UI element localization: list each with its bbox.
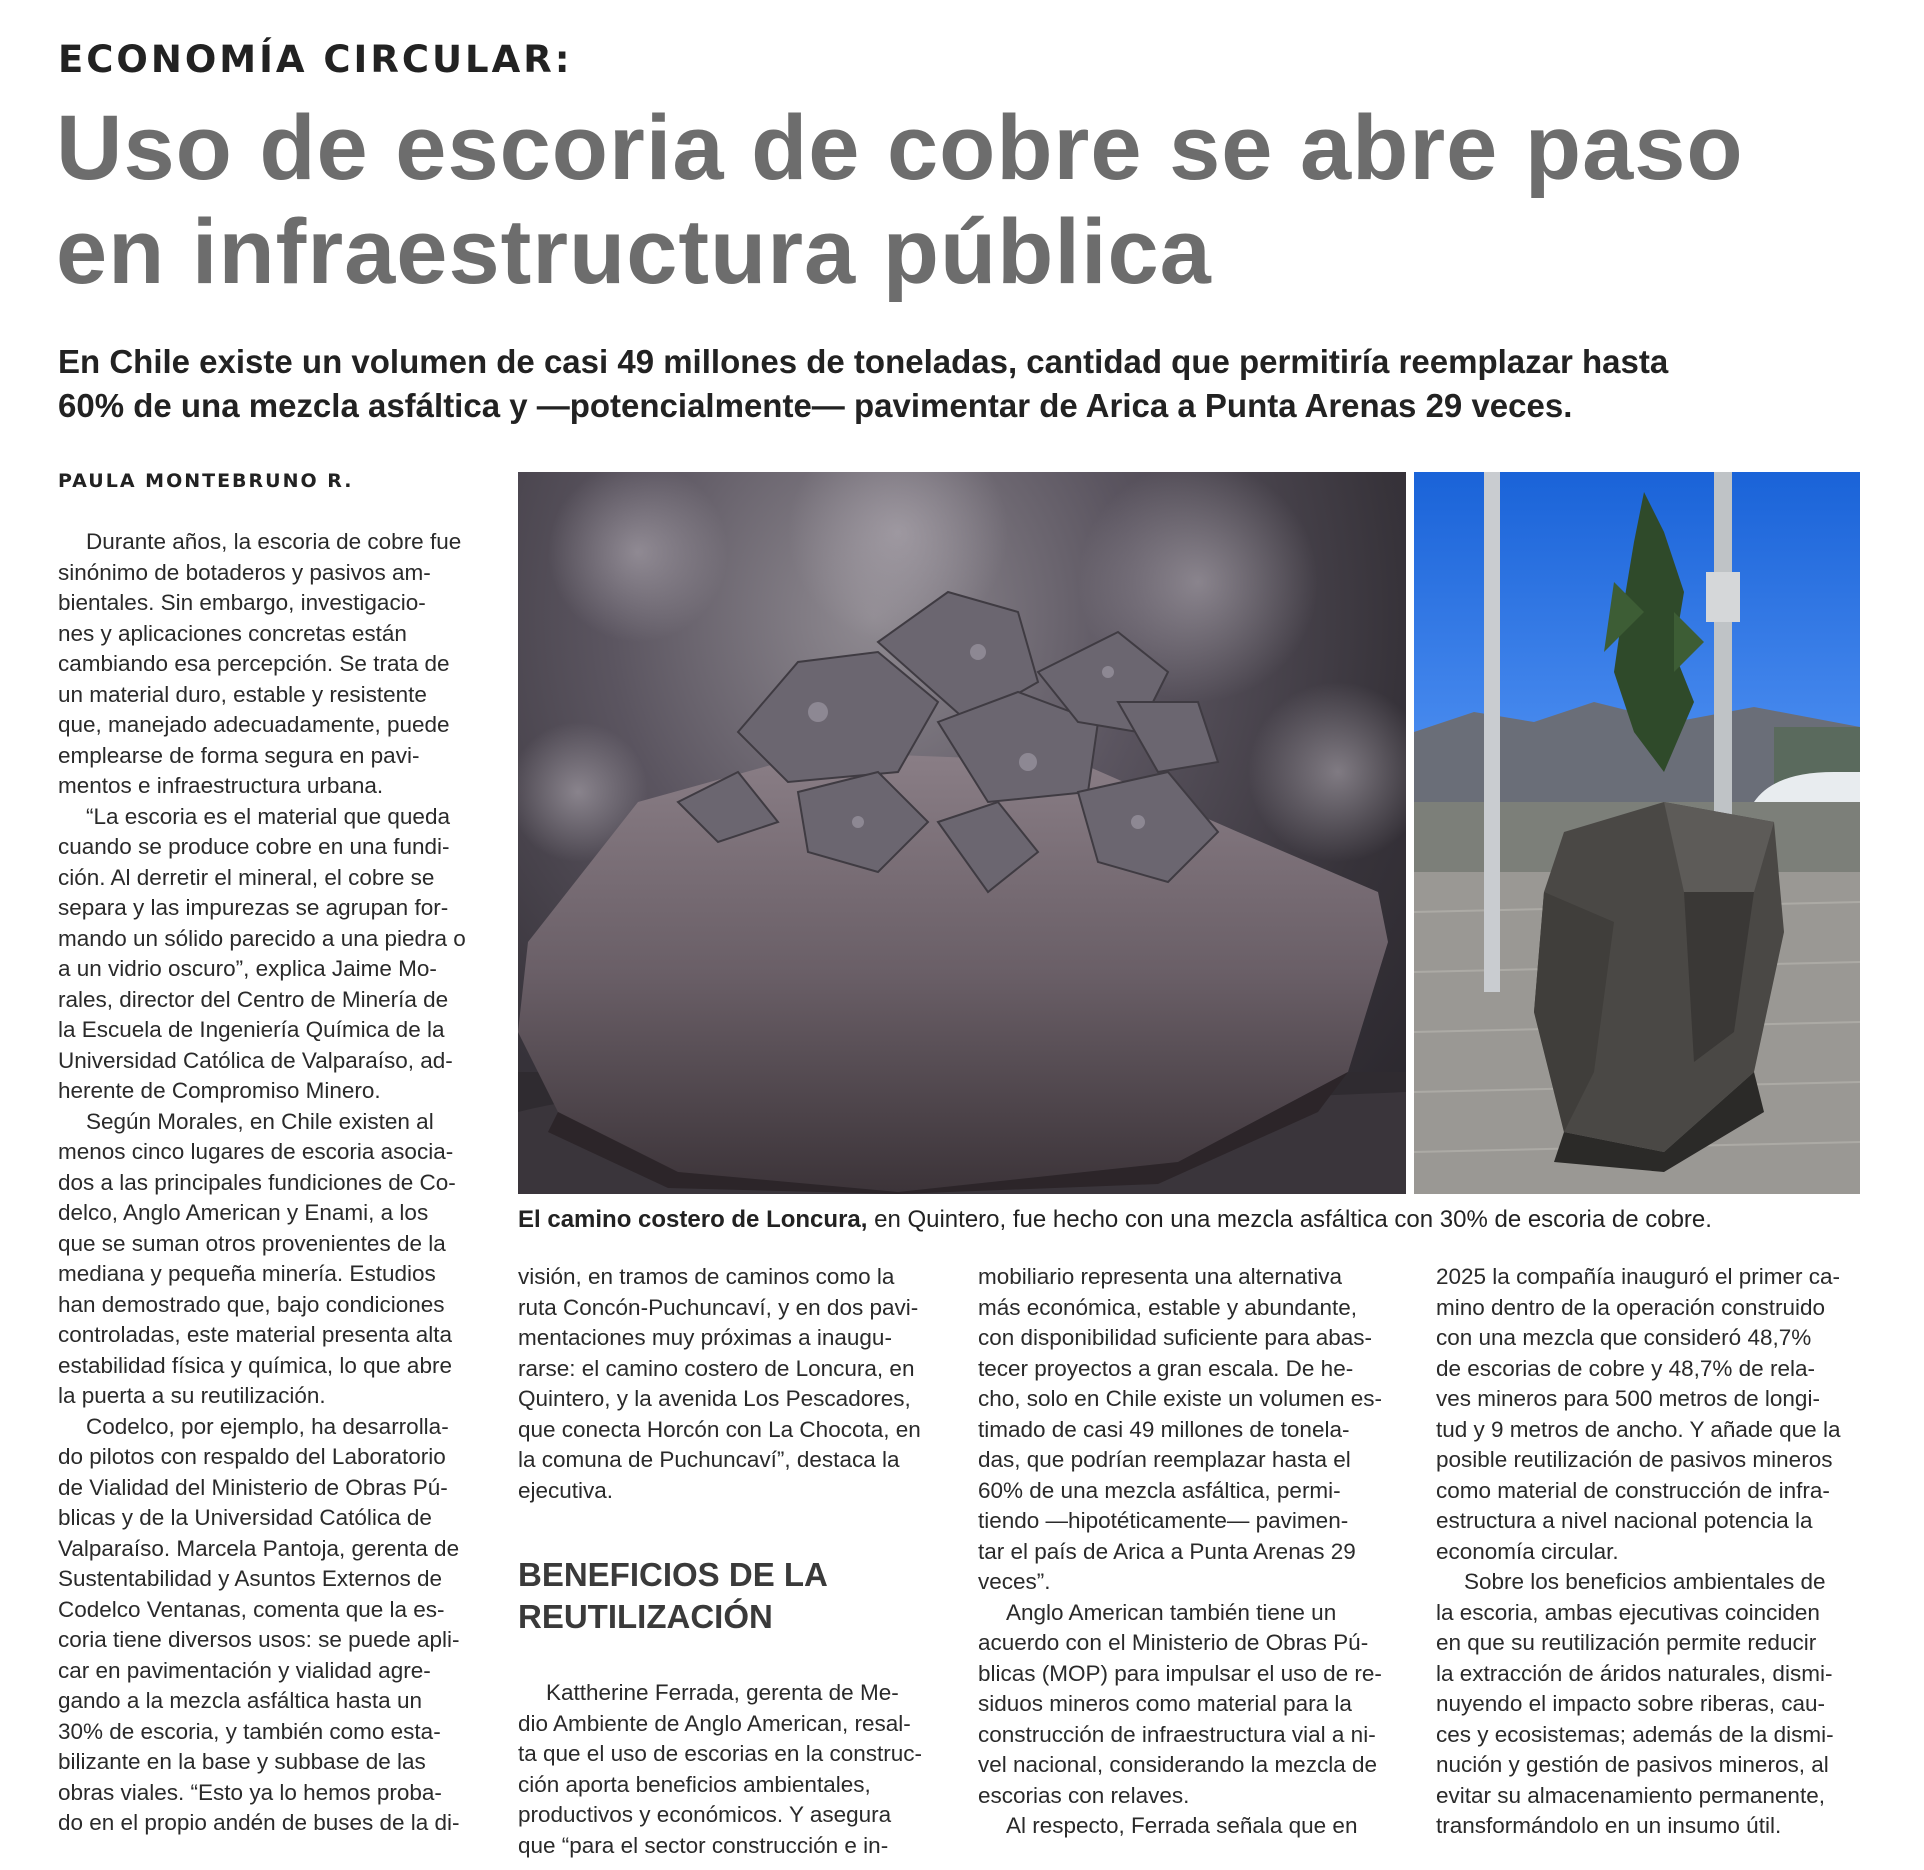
text-line: de escorias de cobre y 48,7% de rela-: [1436, 1355, 1815, 1381]
text-line: rarse: el camino costero de Loncura, en: [518, 1355, 915, 1381]
text-line: con una mezcla que consideró 48,7%: [1436, 1325, 1812, 1350]
text-line: la puerta a su reutilización.: [58, 1383, 326, 1408]
headline-line: Uso de escoria de cobre se abre paso: [56, 97, 1744, 199]
slag-rock-illustration: [518, 472, 1406, 1194]
text-line: “La escoria es el material que queda: [86, 803, 450, 829]
text-line: Quintero, y la avenida Los Pescadores,: [518, 1386, 911, 1411]
deck-line: 60% de una mezcla asfáltica y —potencialmente— pavimentar de Arica a Punta Arenas 29 veces.: [58, 387, 1573, 424]
text-line: gando a la mezcla asfáltica hasta un: [58, 1688, 422, 1713]
text-line: 30% de escoria, y también como esta-: [58, 1718, 441, 1744]
article-column-3: [978, 1262, 1400, 1842]
text-line: car en pavimentación y vialidad agre-: [58, 1657, 431, 1683]
text-line: estabilidad física y química, lo que abre: [58, 1352, 452, 1378]
text-line: nuyendo el impacto sobre riberas, cau-: [1436, 1691, 1825, 1716]
deck-line: En Chile existe un volumen de casi 49 millones de toneladas, cantidad que permitiría reemplazar hasta: [58, 343, 1669, 380]
text-line: menos cinco lugares de escoria asocia-: [58, 1139, 454, 1164]
text-line: Universidad Católica de Valparaíso, ad-: [58, 1047, 453, 1073]
text-line: Anglo American también tiene un: [1006, 1599, 1337, 1625]
text-line: obras viales. “Esto ya lo hemos proba-: [58, 1779, 442, 1805]
text-line: visión, en tramos de caminos como la: [518, 1264, 895, 1289]
caption-lead: El camino costero de Loncura,: [518, 1206, 868, 1233]
text-line: que conecta Horcón con La Chocota, en: [518, 1416, 921, 1442]
subheading-line: BENEFICIOS DE LA: [518, 1556, 828, 1593]
text-line: construcción de infraestructura vial a ni-: [978, 1721, 1376, 1747]
text-line: ves mineros para 500 metros de longi-: [1436, 1386, 1820, 1411]
text-line: escorias con relaves.: [978, 1782, 1190, 1808]
text-line: tiendo —hipotéticamente— pavimen-: [978, 1508, 1349, 1533]
text-line: Kattherine Ferrada, gerenta de Me-: [546, 1680, 899, 1705]
text-line: Según Morales, en Chile existen al: [86, 1108, 434, 1134]
text-line: mobiliario representa una alternativa: [978, 1264, 1342, 1289]
text-line: controladas, este material presenta alta: [58, 1322, 452, 1347]
text-line: ta que el uso de escorias en la construc-: [518, 1741, 922, 1766]
caption-text: en Quintero, fue hecho con una mezcla asfáltica con 30% de escoria de cobre.: [867, 1206, 1712, 1233]
text-line: vel nacional, considerando la mezcla de: [978, 1752, 1377, 1777]
subheading-line: REUTILIZACIÓN: [518, 1598, 773, 1635]
text-line: que “para el sector construcción e in-: [518, 1832, 889, 1858]
text-line: la extracción de áridos naturales, dismi-: [1436, 1660, 1833, 1686]
text-line: do en el propio andén de buses de la di-: [58, 1810, 460, 1835]
text-line: dio Ambiente de Anglo American, resal-: [518, 1710, 911, 1736]
text-line: 2025 la compañía inauguró el primer ca-: [1436, 1264, 1840, 1289]
text-line: siduos mineros como material para la: [978, 1691, 1352, 1716]
text-line: como material de construcción de infra-: [1436, 1477, 1830, 1503]
text-line: Codelco, por ejemplo, ha desarrolla-: [86, 1413, 449, 1439]
text-line: la escoria, ambas ejecutivas coinciden: [1436, 1599, 1820, 1625]
text-line: Al respecto, Ferrada señala que en: [1006, 1813, 1358, 1838]
text-line: tud y 9 metros de ancho. Y añade que la: [1436, 1416, 1841, 1442]
text-line: economía circular.: [1436, 1538, 1619, 1564]
text-line: das, que podrían reemplazar hasta el: [978, 1447, 1351, 1472]
text-line: veces”.: [978, 1569, 1051, 1594]
text-line: estructura a nivel nacional potencia la: [1436, 1508, 1813, 1533]
planter-illustration: [1414, 472, 1860, 1194]
article-column-4: [1436, 1262, 1860, 1842]
headline: [56, 96, 1896, 304]
text-line: en que su reutilización permite reducir: [1436, 1630, 1817, 1655]
text-line: mediana y pequeña minería. Estudios: [58, 1261, 436, 1286]
text-line: ces y ecosistemas; además de la dismi-: [1436, 1721, 1834, 1747]
text-line: Sustentabilidad y Asuntos Externos de: [58, 1566, 442, 1591]
text-line: blicas y de la Universidad Católica de: [58, 1505, 432, 1530]
text-line: con disponibilidad suficiente para abas-: [978, 1325, 1373, 1350]
text-line: bilizante en la base y subbase de las: [58, 1749, 426, 1774]
text-line: cambiando esa percepción. Se trata de: [58, 651, 450, 676]
text-line: bientales. Sin embargo, investigacio-: [58, 590, 426, 615]
text-line: que se suman otros provenientes de la: [58, 1230, 446, 1256]
text-line: timado de casi 49 millones de tonela-: [978, 1416, 1350, 1442]
text-line: Codelco Ventanas, comenta que la es-: [58, 1596, 445, 1622]
text-line: mando un sólido parecido a una piedra o: [58, 925, 466, 951]
text-line: un material duro, estable y resistente: [58, 681, 427, 707]
text-line: Durante años, la escoria de cobre fue: [86, 529, 462, 554]
text-line: ción. Al derretir el mineral, el cobre se: [58, 864, 435, 890]
text-line: delco, Anglo American y Enami, a los: [58, 1200, 429, 1225]
text-line: sinónimo de botaderos y pasivos am-: [58, 559, 431, 585]
text-line: cuando se produce cobre en una fundi-: [58, 834, 450, 859]
text-line: cho, solo en Chile existe un volumen es-: [978, 1386, 1382, 1411]
text-line: mentaciones muy próximas a inaugu-: [518, 1325, 892, 1350]
text-line: productivos y económicos. Y asegura: [518, 1802, 892, 1827]
text-line: emplearse de forma segura en pavi-: [58, 742, 420, 768]
text-line: acuerdo con el Ministerio de Obras Pú-: [978, 1630, 1369, 1655]
text-line: a un vidrio oscuro”, explica Jaime Mo-: [58, 956, 437, 981]
text-line: que, manejado adecuadamente, puede: [58, 712, 450, 737]
text-line: 60% de una mezcla asfáltica, permi-: [978, 1477, 1341, 1503]
text-line: tecer proyectos a gran escala. De he-: [978, 1355, 1354, 1381]
text-line: posible reutilización de pasivos mineros: [1436, 1447, 1833, 1472]
text-line: separa y las impurezas se agrupan for-: [58, 895, 449, 920]
byline: PAULA MONTEBRUNO R.: [58, 470, 354, 492]
text-line: mentos e infraestructura urbana.: [58, 773, 384, 798]
text-line: ejecutiva.: [518, 1477, 614, 1503]
deck-summary: [58, 340, 1888, 428]
text-line: Sobre los beneficios ambientales de: [1464, 1569, 1826, 1594]
text-line: transformándolo en un insumo útil.: [1436, 1813, 1782, 1838]
text-line: ruta Concón-Puchuncaví, y en dos pavi-: [518, 1294, 919, 1320]
text-line: mino dentro de la operación construido: [1436, 1294, 1825, 1320]
text-line: dos a las principales fundiciones de Co-: [58, 1169, 456, 1195]
photo-slag-planter: [1414, 472, 1860, 1194]
text-line: de Vialidad del Ministerio de Obras Pú-: [58, 1474, 448, 1500]
headline-line: en infraestructura pública: [56, 201, 1212, 303]
section-subheading: [518, 1554, 940, 1638]
text-line: tar el país de Arica a Punta Arenas 29: [978, 1538, 1356, 1564]
section-kicker: ECONOMÍA CIRCULAR:: [58, 38, 573, 81]
text-line: evitar su almacenamiento permanente,: [1436, 1782, 1825, 1808]
photo-caption: [518, 1206, 1868, 1234]
text-line: han demostrado que, bajo condiciones: [58, 1291, 445, 1317]
photo-copper-slag: [518, 472, 1406, 1194]
text-line: nución y gestión de pasivos mineros, al: [1436, 1752, 1829, 1777]
text-line: nes y aplicaciones concretas están: [58, 620, 407, 646]
text-line: do pilotos con respaldo del Laboratorio: [58, 1444, 446, 1469]
text-line: rales, director del Centro de Minería de: [58, 986, 449, 1012]
text-line: coria tiene diversos usos: se puede apli-: [58, 1627, 460, 1652]
text-line: la Escuela de Ingeniería Química de la: [58, 1017, 445, 1042]
text-line: la comuna de Puchuncaví”, destaca la: [518, 1447, 900, 1472]
article-column-2: [518, 1262, 940, 1861]
text-line: blicas (MOP) para impulsar el uso de re-: [978, 1660, 1382, 1686]
text-line: más económica, estable y abundante,: [978, 1294, 1357, 1320]
text-line: ción aporta beneficios ambientales,: [518, 1771, 871, 1797]
article-column-1: [58, 527, 480, 1839]
text-line: Valparaíso. Marcela Pantoja, gerenta de: [58, 1535, 460, 1561]
text-line: herente de Compromiso Minero.: [58, 1078, 381, 1103]
